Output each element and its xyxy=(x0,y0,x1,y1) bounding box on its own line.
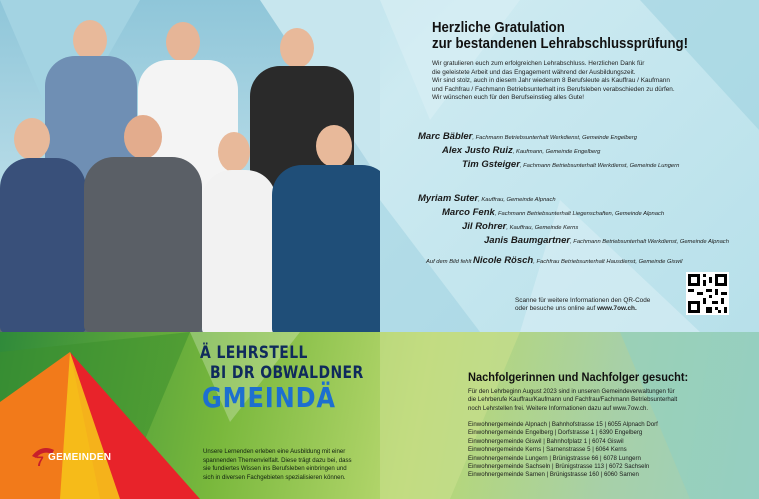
slogan-line-2: BI DR OBWALDNER xyxy=(210,363,364,383)
office-item: Einwohnergemeinde Engelberg | Dorfstrasse 1 | 6390 Engelberg xyxy=(468,429,643,437)
office-name: Einwohnergemeinde Kerns xyxy=(468,446,542,454)
graduate-role: , Fachmann Betriebsunterhalt Werkdienst, Gemeinde Alpnach xyxy=(570,239,729,245)
missing-graduate-note xyxy=(426,255,682,266)
office-item: Einwohnergemeinde Alpnach | Bahnhofstrasse 15 | 6055 Alpnach Dorf xyxy=(468,421,658,428)
intro-line: Wir sind stolz, auch in diesem Jahr wiederum 8 Berufsleute als Kauffrau / Kaufmann xyxy=(432,77,670,85)
office-zip: 6055 Alpnach Dorf xyxy=(607,421,658,428)
graduate-role: , Kauffrau, Gemeinde Kerns xyxy=(506,225,579,231)
office-zip: 6074 Giswil xyxy=(592,437,624,445)
graduate-role: , Kauffrau, Gemeinde Alpnach xyxy=(478,197,556,203)
office-name: Einwohnergemeinde Alpnach xyxy=(468,421,547,428)
intro-paragraph xyxy=(432,60,759,103)
slogan xyxy=(200,343,370,413)
intro-line: die geleistete Arbeit und das Engagement während der Ausbildungszeit. xyxy=(432,68,636,76)
qr-note-line2 xyxy=(515,305,650,313)
slogan-line-1: Ä LEHRSTELL xyxy=(200,343,308,363)
office-zip: 6390 Engelberg xyxy=(599,429,643,437)
office-name: Einwohnergemeinde Engelberg xyxy=(468,429,554,437)
office-list xyxy=(468,421,658,480)
logo-text: GEMEINDEN xyxy=(48,452,112,463)
slogan-body xyxy=(203,448,373,482)
missing-prefix: Auf dem Bild fehlt xyxy=(426,259,474,265)
slogan-line-3: GMEINDÄ xyxy=(202,381,336,414)
graduate-name: Nicole Rösch xyxy=(473,255,534,266)
successors-text-line: noch Lehrstellen frei. Weitere Informationen dazu auf www.7ow.ch. xyxy=(468,404,649,412)
successors-text xyxy=(468,388,677,413)
office-address: Brünigstrasse 66 xyxy=(552,454,599,462)
successors-text-line: Für den Lehrbeginn August 2023 sind in unseren Gemeindeverwaltungen für xyxy=(468,388,675,395)
graduate-name: Marc Bäbler xyxy=(418,131,473,142)
graduate-name: Jil Rohrer xyxy=(462,221,507,232)
office-address: Sarnenstrasse 5 xyxy=(546,446,591,454)
graduate-entry xyxy=(442,207,664,218)
graduate-entry xyxy=(418,193,556,204)
office-zip: 6064 Kerns xyxy=(595,446,627,454)
graduate-entry xyxy=(462,159,679,170)
office-address: Dorfstrasse 1 xyxy=(558,429,595,437)
graduate-entry xyxy=(462,221,578,232)
office-item: Einwohnergemeinde Sarnen | Brünigstrasse 160 | 6060 Sarnen xyxy=(468,471,639,479)
graduate-role: , Fachmann Betriebsunterhalt Liegenschaften, Gemeinde Alpnach xyxy=(494,211,665,217)
office-item: Einwohnergemeinde Lungern | Brünigstrasse 66 | 6078 Lungern xyxy=(468,454,641,462)
office-zip: 6072 Sachseln xyxy=(608,463,650,471)
intro-line: Wir wünschen euch für den Berufseinstieg alles Gute! xyxy=(432,94,585,102)
office-address: Brünigstrasse 113 xyxy=(555,463,604,471)
office-name: Einwohnergemeinde Sachseln xyxy=(468,463,551,471)
graduate-name: Alex Justo Ruiz xyxy=(442,145,513,156)
slogan-body-line: spannenden Themenvielfalt. Diese trägt dazu bei, dass xyxy=(203,456,352,464)
intro-line: und Fachfrau / Fachmann Betriebsunterhalt ins Berufsleben verabschieden zu dürfen. xyxy=(432,85,675,93)
graduate-name: Myriam Suter xyxy=(418,193,479,204)
office-item: Einwohnergemeinde Giswil | Bahnhofplatz 1 | 6074 Giswil xyxy=(468,437,624,445)
qr-code-icon xyxy=(688,274,727,313)
qr-note-line1: Scanne für weitere Informationen den QR-Code xyxy=(515,297,651,304)
office-address: Bahnhofstrasse 15 xyxy=(551,421,603,428)
intro-line: Wir gratulieren euch zum erfolgreichen Lehrabschluss. Herzlichen Dank für xyxy=(432,60,645,67)
svg-text:7: 7 xyxy=(36,453,44,469)
office-zip: 6078 Lungern xyxy=(603,454,641,462)
office-item: Einwohnergemeinde Kerns | Sarnenstrasse 5 | 6064 Kerns xyxy=(468,446,627,454)
graduate-name: Janis Baumgartner xyxy=(484,235,571,246)
group-photo xyxy=(0,0,380,332)
office-name: Einwohnergemeinde Sarnen xyxy=(468,471,545,479)
office-item: Einwohnergemeinde Sachseln | Brünigstrasse 113 | 6072 Sachseln xyxy=(468,463,650,471)
title-line-1: Herzliche Gratulation xyxy=(432,19,565,36)
successors-title: Nachfolgerinnen und Nachfolger gesucht: xyxy=(468,370,689,384)
graduate-entry xyxy=(484,235,729,246)
office-address: Bahnhofplatz 1 xyxy=(546,437,588,445)
qr-note-prefix: oder besuche uns online auf xyxy=(515,305,598,313)
office-name: Einwohnergemeinde Giswil xyxy=(468,437,542,445)
graduate-role: , Fachmann Betriebsunterhalt Werkdienst, Gemeinde Lungern xyxy=(519,163,680,169)
qr-code[interactable] xyxy=(686,272,729,315)
graduate-role: , Kaufmann, Gemeinde Engelberg xyxy=(512,149,601,155)
graduate-entry xyxy=(418,131,637,142)
successors-text-line: die Lehrberufe Kauffrau/Kaufmann und Fachfrau/Fachmann Betriebsunterhalt xyxy=(468,396,678,404)
slogan-body-line: sie fundiertes Wissen ins Berufsleben einbringen und xyxy=(203,465,347,473)
page-title xyxy=(432,20,696,52)
slogan-body-line: sich in diversen Fachgebieten spezialisieren können. xyxy=(203,473,346,481)
graduate-name: Marco Fenk xyxy=(442,207,495,218)
slogan-body-line: Unsere Lernenden erleben eine Ausbildung mit einer xyxy=(203,448,346,455)
graduate-entry xyxy=(442,145,600,156)
graduate-name: Tim Gsteiger xyxy=(462,159,520,170)
website-link[interactable]: www.7ow.ch. xyxy=(597,305,637,313)
title-line-2: zur bestandenen Lehrabschlussprüfung! xyxy=(432,35,688,52)
office-address: Brünigstrasse 160 xyxy=(549,471,600,479)
graduate-role: , Fachmann Betriebsunterhalt Werkdienst, Gemeinde Engelberg xyxy=(472,135,637,141)
office-zip: 6060 Sarnen xyxy=(604,471,639,479)
office-name: Einwohnergemeinde Lungern xyxy=(468,454,548,462)
qr-note xyxy=(515,297,650,314)
graduate-role: , Fachfrau Betriebsunterhalt Hausdienst, Gemeinde Giswil xyxy=(533,259,683,265)
